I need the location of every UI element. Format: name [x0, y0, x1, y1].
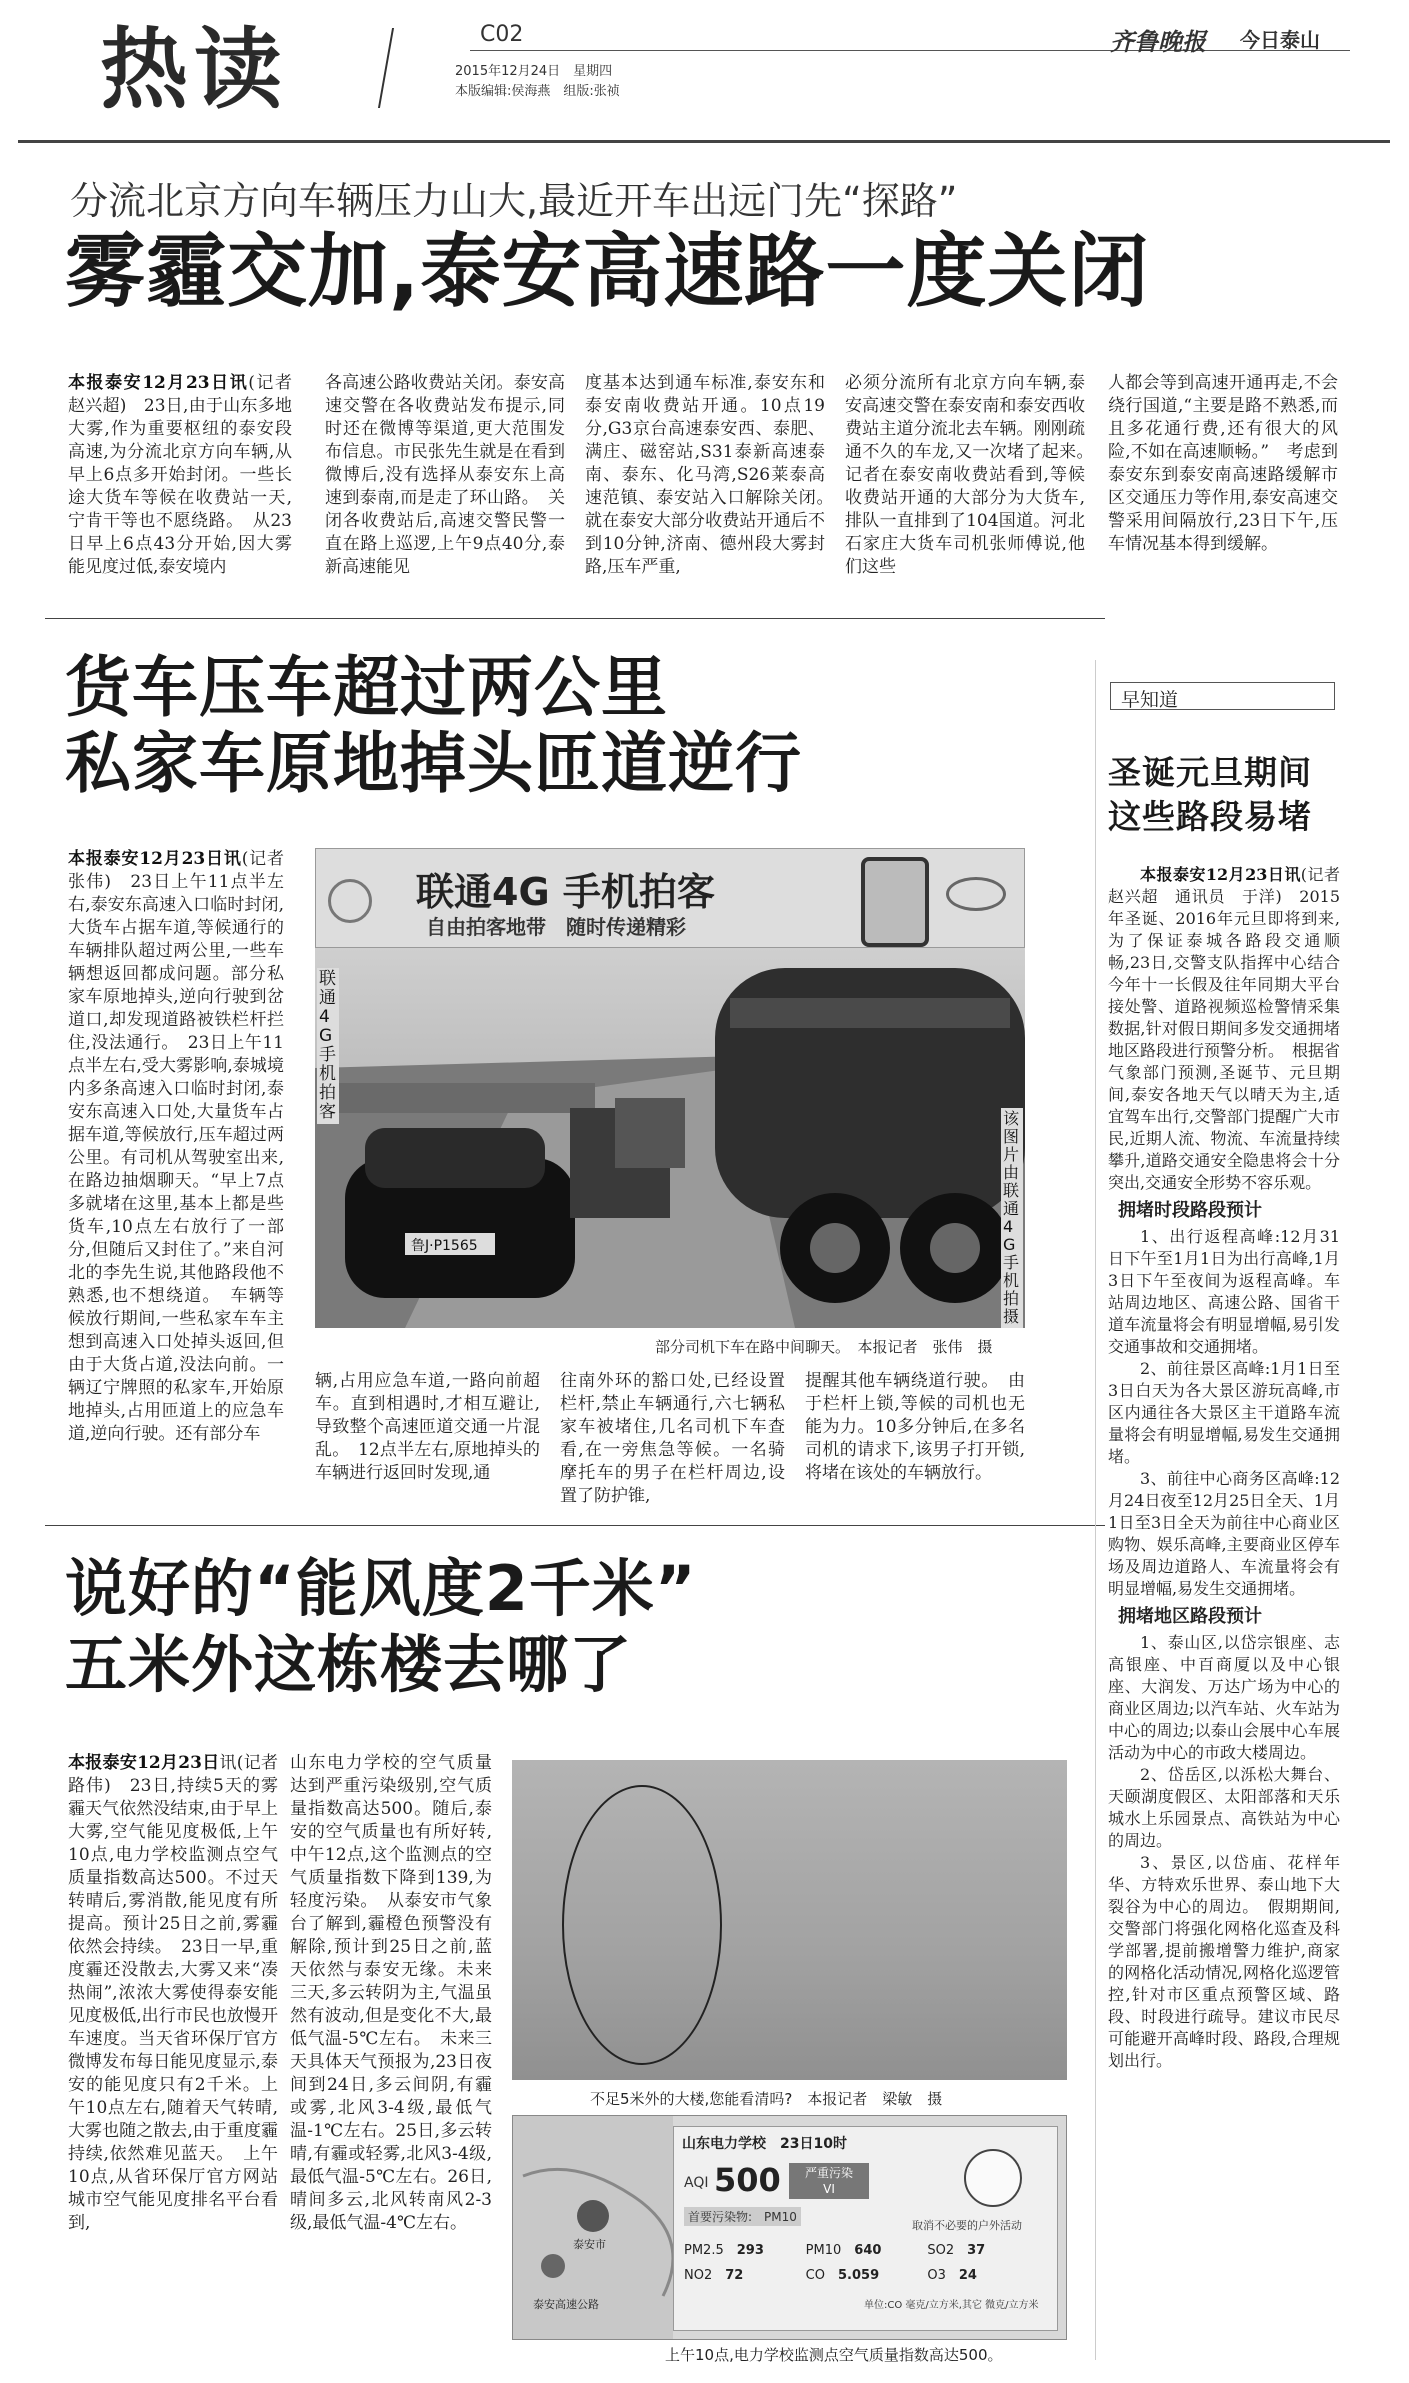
issue-date: 2015年12月24日 星期四: [455, 64, 613, 79]
story1-text-5: 人都会等到高速开通再走,不会绕行国道,“主要是路不熟悉,而且多花通行费,还有很大的风险,不如在高速顺畅。” 考虑到泰安东到泰安南高速路缓解市区交通压力等作用,泰安高速交警采用间隔放行,23日下午,压车情况基本得到缓解。: [1108, 373, 1338, 554]
sidebar-label-box: [1110, 682, 1335, 710]
story2-text-b2: 往南外环的豁口处,已经设置栏杆,禁止车辆通行,六七辆私家车被堵住,几名司机下车查看,在一旁焦急等候。一名骑摩托车的男子在栏杆周边,设置了防护锥,: [560, 1371, 785, 1506]
edition-name: 今日泰山: [1240, 28, 1320, 52]
sidebar-label: 早知道: [1121, 689, 1179, 711]
truck-photo-caption: 部分司机下车在路中间聊天。 本报记者 张伟 摄: [655, 1338, 993, 1356]
phone-icon: [861, 857, 929, 947]
story1-dateline: 本报泰安12月23日讯: [68, 373, 249, 393]
story1-col-2: [325, 372, 565, 577]
map-label-city: 泰安市: [573, 2238, 606, 2251]
sidebar-para-4: 1、泰山区,以岱宗银座、志高银座、中百商厦以及中心银座、大润发、万达广场为中心的商业区周边;以汽车站、火车站为中心的周边;以泰山会展中心车展活动为中心的市政大楼周边。: [1108, 1633, 1340, 1762]
fog-photo-caption: 不足5米外的大楼,您能看清吗? 本报记者 梁敏 摄: [590, 2090, 943, 2108]
aqi-level-badge: [789, 2163, 869, 2199]
story2-col-b2: [560, 1370, 785, 1520]
pollutant-value: 24: [958, 2268, 977, 2283]
page-number: C02: [480, 22, 524, 47]
sidebar-para-2: 2、前往景区高峰:1月1日至3日白天为各大景区游玩高峰,市区内通往各大景区主干道路车流量将会有明显增幅,易发生交通拥堵。: [1108, 1359, 1340, 1466]
aqi-photo-caption: 上午10点,电力学校监测点空气质量指数高达500。: [665, 2346, 1003, 2364]
sidebar-intro: (记者 赵兴超 通讯员 于洋) 2015年圣诞、2016年元旦即将到来,为了保证泰城各路段交通顺畅,23日,交警支队指挥中心结合今年十一长假及往年同期大平台接处警、道路视频巡检警情采集数据,针对假日期间多发交通拥堵地区路段进行预警分析。 根据省气象部门预测,圣诞节、元旦期间,泰安各地天气以晴天为主,适宜驾车出行,交警部门提醒广大市民,近期人流、物流、车流量持续攀升,道路交通安全隐患将会十分突出,交通安全形势不容乐观。: [1108, 865, 1357, 1192]
story3-headline-1: 说好的“能风度2千米”: [65, 1552, 697, 1625]
aqi-value: 500: [714, 2161, 781, 2199]
ad-banner: [315, 848, 1025, 948]
pollutant-value: 37: [967, 2243, 986, 2258]
story2-col-left: [68, 848, 301, 1508]
story2-text-b1: 辆,占用应急车道,一路向前超车。直到相遇时,才相互避让,导致整个高速匝道交通一片混乱。 12点半左右,原地掉头的车辆进行返回时发现,通: [315, 1371, 540, 1483]
pollutant-name: O3: [927, 2268, 946, 2283]
pollutant-name: NO2: [684, 2268, 713, 2283]
masthead-bottom-rule: [18, 140, 1390, 143]
sidebar-subhead-2: 拥堵地区路段预计: [1118, 1606, 1262, 1627]
unit-note: 单位:CO 毫克/立方米,其它 微克/立方米: [864, 2300, 1039, 2311]
pollutant-name: CO: [805, 2268, 825, 2283]
fog-photo: [512, 1760, 1067, 2080]
pollutant-value: 72: [725, 2268, 744, 2283]
story2-text-left: (记者 张伟) 23日上午11点半左右,泰安东高速入口临时封闭,大货车占据车道,等候通行的车辆排队超过两公里,一些车辆想返回都成问题。部分私家车原地掉头,逆向行驶到岔道口,却发现道路被铁栏杆拦住,没法通行。 23日上午11点半左右,受大雾影响,泰城境内多条高速入口临时封闭,泰安东高速入口处,大量货车占据车道,等候放行,压车超过两公里。有司机从驾驶室出来,在路边抽烟聊天。“早上7点多就堵在这里,基本上都是些货车,10点左右放行了一部分,但随后又封住了。”来自河北的李先生说,其他路段他不熟悉,也不想绕道。 车辆等候放行期间,一些私家车车主想到高速入口处掉头返回,但由于大货占道,没法向前。一辆辽宁牌照的私家车,开始原地掉头,占用匝道上的应急车道,逆向行驶。还有部分车: [68, 849, 301, 1444]
sidebar-body: [1108, 864, 1357, 2383]
aqi-primary: 首要污染物: PM10: [684, 2207, 801, 2226]
story3-headline-2: 五米外这栋楼去哪了: [65, 1628, 633, 1701]
sidebar-dateline: 本报泰安12月23日讯: [1140, 865, 1301, 884]
story1-text-4: 必须分流所有北京方向车辆,泰安高速交警在泰安南和泰安西收费站主道分流北去车辆。刚刚疏通不久的车龙,又一次堵了起来。 记者在泰安南收费站看到,等候收费站开通的大部分为大货车,排队一直排到了104国道。河北石家庄大货车司机张师傅说,他们这些: [845, 373, 1102, 577]
story3-text-2: 山东电力学校的空气质量达到严重污染级别,空气质量指数高达500。随后,泰安的空气质量也有所好转,中午12点,这个监测点的空气质量指数下降到139,为轻度污染。 从泰安市气象台了解到,霾橙色预警没有解除,预计到25日之前,蓝天依然与泰安无缘。未来三天,多云转阴为主,气温虽然有波动,但是变化不大,最低气温-5℃左右。 未来三天具体天气预报为,23日夜间到24日,多云间阴,有霾或雾,北风3-4级,最低气温-1℃左右。25日,多云转晴,有霾或轻雾,北风3-4级,最低气温-5℃左右。26日,晴间多云,北风转南风2-3级,最低气温-4℃左右。: [290, 1753, 492, 2233]
paper-logo: 齐鲁晚报: [1110, 27, 1206, 56]
story2-headline-1: 货车压车超过两公里: [65, 649, 668, 726]
sidebar-headline-2: 这些路段易堵: [1108, 797, 1312, 836]
story2-text-b3: 提醒其他车辆绕道行驶。 由于栏杆上锁,等候的司机也无能为力。10多分钟后,在多名司机的请求下,该男子打开锁,将堵在该处的车辆放行。: [805, 1371, 1025, 1483]
sidebar-para-6: 3、景区,以岱庙、花样年华、方特欢乐世界、泰山地下大裂谷为中心的周边。 假期期间,交警部门将强化网格化巡查及科学部署,提前搬增警力维护,商家的网格化活动情况,网格化巡逻管控,针对市区重点预警区域、路段、时段进行疏导。建议市民尽可能避开高峰时段、路段,合理规划出行。: [1108, 1853, 1340, 2070]
map-label-road: 泰安高速公路: [533, 2298, 599, 2311]
pollutant-value: 293: [736, 2243, 764, 2258]
story1-col-4: [845, 372, 1102, 577]
story3-dateline: 本报泰安12月23日: [68, 1753, 220, 1773]
fog-highlight-ellipse: [562, 1785, 722, 2065]
story1-col-3: [585, 372, 842, 577]
story2-bottom-rule: [45, 1525, 1105, 1526]
story1-headline: 雾霾交加,泰安高速路一度关闭: [65, 225, 1150, 318]
pollutant-name: PM2.5: [684, 2243, 724, 2258]
license-plate: 鲁J·P1565: [411, 1238, 478, 1254]
pollutant-grid: [684, 2239, 1049, 2283]
story1-col-1: [68, 372, 309, 577]
pollutant-value: 640: [854, 2243, 882, 2258]
aqi-level: 严重污染: [804, 2166, 853, 2180]
sidebar-para-1: 1、出行返程高峰:12月31日下午至1月1日为出行高峰,1月3日下午至夜间为返程高峰。车站周边地区、高速公路、国省干道车流量将会有明显增幅,易引发交通事故和交通拥堵。: [1108, 1227, 1340, 1356]
masthead-rule: [470, 50, 1350, 51]
mask-face-icon: [964, 2149, 1022, 2207]
aqi-advice: 取消不必要的户外活动: [912, 2219, 1022, 2232]
story1-kicker: 分流北京方向车辆压力山大,最近开车出远门先“探路”: [70, 179, 958, 223]
story1-text-2: 各高速公路收费站关闭。泰安高速交警在各收费站发布提示,同时还在微博等渠道,更大范围发布信息。市民张先生就是在看到微博后,没有选择从泰安东上高速到泰南,而是走了环山路。 关闭各收费站后,高速交警民警一直在路上巡逻,上午9点40分,泰新高速能见: [325, 373, 565, 577]
aqi-level-code: VI: [823, 2182, 835, 2196]
truck-scene-svg: [315, 948, 1025, 1328]
masthead: [0, 0, 1409, 140]
sidebar-headline-1: 圣诞元旦期间: [1108, 753, 1312, 792]
pollutant-name: SO2: [927, 2243, 955, 2258]
unicom-logo-icon: [328, 879, 372, 923]
story2-col-b3: [805, 1370, 1025, 1520]
story3-col-1: [68, 1752, 295, 2372]
aqi-card: [673, 2126, 1058, 2331]
ad-title: 联通4G 手机拍客: [416, 870, 715, 914]
story2-col-b1: [315, 1370, 540, 1520]
story1-text-3: 度基本达到通车标准,泰安东和泰安南收费站开通。10点19分,G3京台高速泰安西、泰肥、满庄、磁窑站,S31泰新高速泰南、泰东、化马湾,S26莱泰高速范镇、泰安站入口解除关闭。 就在泰安大部分收费站开通后不到10分钟,济南、德州段大雾封路,压车严重,: [585, 373, 842, 577]
unicom-brand-icon: [946, 877, 1006, 911]
photo-side-label-right: 该图片由联通4G手机拍摄: [1001, 1108, 1023, 1328]
story1-bottom-rule: [45, 618, 1105, 619]
story3-col-2: [290, 1752, 492, 2372]
ad-subtitle: 自由拍客地带 随时传递精彩: [426, 915, 686, 939]
editors-line: 本版编辑:侯海燕 组版:张祯: [455, 84, 620, 99]
aqi-label: AQI: [684, 2175, 709, 2191]
story1-col-5: [1108, 372, 1338, 592]
story2-headline-2: 私家车原地掉头匝道逆行: [65, 725, 802, 802]
aqi-station: 山东电力学校 23日10时: [682, 2136, 847, 2152]
sidebar-para-3: 3、前往中心商务区高峰:12月24日夜至12月25日全天、1月1日至3日全天为前往中心商业区购物、娱乐高峰,主要商业区停车场及周边道路人、车流量将会有明显增幅,易发生交通拥堵。: [1108, 1469, 1340, 1598]
story1-text-1: (记者 赵兴超) 23日,由于山东多地大雾,作为重要枢纽的泰安段高速,为分流北京方向车辆,从早上6点多开始封闭。一些长途大货车等候在收费站一天,宁肯干等也不愿绕路。 从23日早上6点43分开始,因大雾能见度过低,泰安境内: [68, 373, 309, 577]
pollutant-value: 5.059: [838, 2268, 880, 2283]
sidebar-subhead-1: 拥堵时段路段预计: [1118, 1200, 1262, 1221]
story3-text-1: 讯(记者 路伟) 23日,持续5天的雾霾天气依然没结束,由于早上大雾,空气能见度极低,上午10点,电力学校监测点空气质量指数高达500。不过天转晴后,雾消散,能见度有所提高。预计25日之前,雾霾依然会持续。 23日一早,重度霾还没散去,大雾又来“凑热闹”,浓浓大雾使得泰安能见度极低,出行市民也放慢开车速度。当天省环保厅官方微博发布每日能见度显示,泰安的能见度只有2千米。上午10点左右,随着天气转晴,大雾也随之散去,由于重度霾持续,依然难见蓝天。 上午10点,从省环保厅官方网站城市空气能见度排名平台看到,: [68, 1753, 295, 2233]
sidebar-para-5: 2、岱岳区,以泺松大舞台、天颐湖度假区、太阳部落和天乐城水上乐园景点、高铁站为中心的周边。: [1108, 1765, 1340, 1850]
masthead-divider: [378, 28, 394, 108]
truck-traffic-photo: [315, 948, 1025, 1328]
story2-dateline: 本报泰安12月23日讯: [68, 849, 242, 869]
aqi-screenshot: [512, 2115, 1067, 2340]
pollutant-name: PM10: [805, 2243, 842, 2258]
sidebar-divider: [1095, 660, 1096, 2360]
map-area: [513, 2116, 673, 2340]
section-title: 热读: [100, 18, 289, 121]
photo-side-label-left: 联通4G手机拍客: [317, 968, 339, 1124]
